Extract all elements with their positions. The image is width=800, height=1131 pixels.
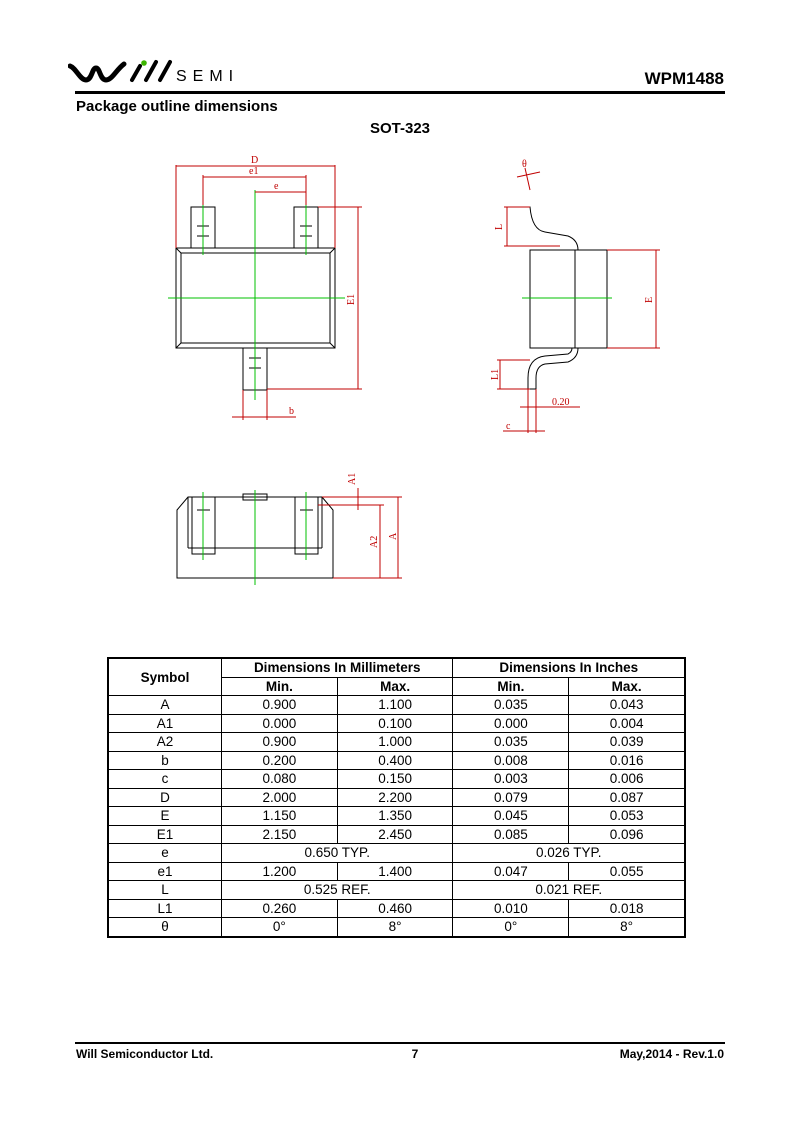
footer-rule	[75, 1042, 725, 1044]
cell-mm-max: 0.460	[337, 899, 453, 918]
label-c: c	[506, 421, 511, 432]
cell-mm-min: 0.900	[221, 696, 337, 715]
section-title: Package outline dimensions	[76, 98, 278, 115]
cell-mm-min: 1.200	[221, 862, 337, 881]
label-E1: E1	[346, 293, 357, 305]
cell-in-max: 0.004	[569, 714, 685, 733]
cell-symbol: E1	[108, 825, 221, 844]
label-L: L	[494, 223, 505, 230]
table-row	[108, 899, 685, 918]
table-row	[108, 733, 685, 752]
cell-symbol: D	[108, 788, 221, 807]
side-view-dimensions	[497, 168, 660, 433]
cell-in-max: 0.096	[569, 825, 685, 844]
label-A2: A2	[369, 535, 380, 548]
cell-in-max: 0.006	[569, 770, 685, 789]
cell-mm-max: 1.000	[337, 733, 453, 752]
cell-in-max: 0.018	[569, 899, 685, 918]
package-name: SOT-323	[369, 120, 431, 137]
cell-in-max: 0.039	[569, 733, 685, 752]
cell-in-max: 0.055	[569, 862, 685, 881]
top-view-dimensions	[176, 165, 362, 420]
cell-mm-min: 2.000	[221, 788, 337, 807]
label-e: e	[274, 181, 279, 192]
revision-date: May,2014 - Rev.1.0	[619, 1047, 724, 1061]
label-A1: A1	[347, 472, 358, 485]
cell-symbol: b	[108, 751, 221, 770]
front-view-centerlines	[203, 490, 306, 585]
table-row	[108, 918, 685, 937]
table-row	[108, 881, 685, 900]
cell-symbol: e	[108, 844, 221, 863]
cell-mm-min: 1.150	[221, 807, 337, 826]
cell-mm-min: 0.260	[221, 899, 337, 918]
in-max-header: Max.	[569, 677, 685, 696]
cell-mm-min: 0.900	[221, 733, 337, 752]
cell-in-min: 0.008	[453, 751, 569, 770]
cell-mm-min: 0°	[221, 918, 337, 937]
cell-symbol: E	[108, 807, 221, 826]
label-D: D	[251, 155, 259, 166]
cell-mm-max: 0.100	[337, 714, 453, 733]
label-A: A	[388, 532, 399, 540]
cell-mm-max: 2.200	[337, 788, 453, 807]
table-row	[108, 862, 685, 881]
cell-in-min: 0.085	[453, 825, 569, 844]
mm-header: Dimensions In Millimeters	[221, 658, 453, 677]
table-row	[108, 844, 685, 863]
cell-mm-max: 0.400	[337, 751, 453, 770]
cell-in-max: 0.087	[569, 788, 685, 807]
cell-mm-min: 0.000	[221, 714, 337, 733]
cell-in-min: 0.003	[453, 770, 569, 789]
cell-in-max: 8°	[569, 918, 685, 937]
cell-in-typ: 0.026 TYP.	[453, 844, 685, 863]
cell-symbol: A	[108, 696, 221, 715]
mm-min-header: Min.	[221, 677, 337, 696]
label-gauge: 0.20	[552, 397, 570, 408]
cell-mm-min: 0.080	[221, 770, 337, 789]
cell-in-min: 0.045	[453, 807, 569, 826]
cell-symbol: θ	[108, 918, 221, 937]
cell-mm-min: 2.150	[221, 825, 337, 844]
label-E: E	[644, 296, 655, 303]
label-theta: θ	[522, 159, 527, 170]
cell-in-max: 0.043	[569, 696, 685, 715]
cell-in-max: 0.053	[569, 807, 685, 826]
part-number: WPM1488	[644, 69, 724, 88]
cell-symbol: L1	[108, 899, 221, 918]
table-row	[108, 825, 685, 844]
table-header-row	[108, 658, 685, 677]
cell-in-max: 0.016	[569, 751, 685, 770]
brand-text: SEMI	[176, 68, 240, 85]
table-row	[108, 696, 685, 715]
cell-symbol: A1	[108, 714, 221, 733]
cell-symbol: e1	[108, 862, 221, 881]
table-row	[108, 751, 685, 770]
mm-max-header: Max.	[337, 677, 453, 696]
cell-mm-typ: 0.525 REF.	[221, 881, 453, 900]
cell-in-min: 0.047	[453, 862, 569, 881]
in-min-header: Min.	[453, 677, 569, 696]
cell-in-min: 0.000	[453, 714, 569, 733]
cell-mm-max: 1.100	[337, 696, 453, 715]
in-header: Dimensions In Inches	[453, 658, 685, 677]
label-b: b	[289, 406, 294, 417]
label-e1: e1	[249, 166, 259, 177]
table-row	[108, 807, 685, 826]
table-row	[108, 788, 685, 807]
cell-in-min: 0.010	[453, 899, 569, 918]
label-L1: L1	[490, 368, 501, 380]
cell-mm-typ: 0.650 TYP.	[221, 844, 453, 863]
footer-company: Will Semiconductor Ltd.	[76, 1047, 214, 1061]
table-row	[108, 770, 685, 789]
cell-mm-min: 0.200	[221, 751, 337, 770]
cell-symbol: A2	[108, 733, 221, 752]
cell-mm-max: 2.450	[337, 825, 453, 844]
cell-mm-max: 1.400	[337, 862, 453, 881]
cell-mm-max: 1.350	[337, 807, 453, 826]
page-number: 7	[411, 1047, 419, 1061]
cell-in-min: 0°	[453, 918, 569, 937]
cell-in-min: 0.079	[453, 788, 569, 807]
cell-in-typ: 0.021 REF.	[453, 881, 685, 900]
cell-in-min: 0.035	[453, 696, 569, 715]
symbol-header: Symbol	[108, 658, 221, 696]
cell-mm-max: 0.150	[337, 770, 453, 789]
table-row	[108, 714, 685, 733]
cell-mm-max: 8°	[337, 918, 453, 937]
cell-symbol: c	[108, 770, 221, 789]
cell-symbol: L	[108, 881, 221, 900]
dimensions-table	[107, 657, 686, 938]
cell-in-min: 0.035	[453, 733, 569, 752]
